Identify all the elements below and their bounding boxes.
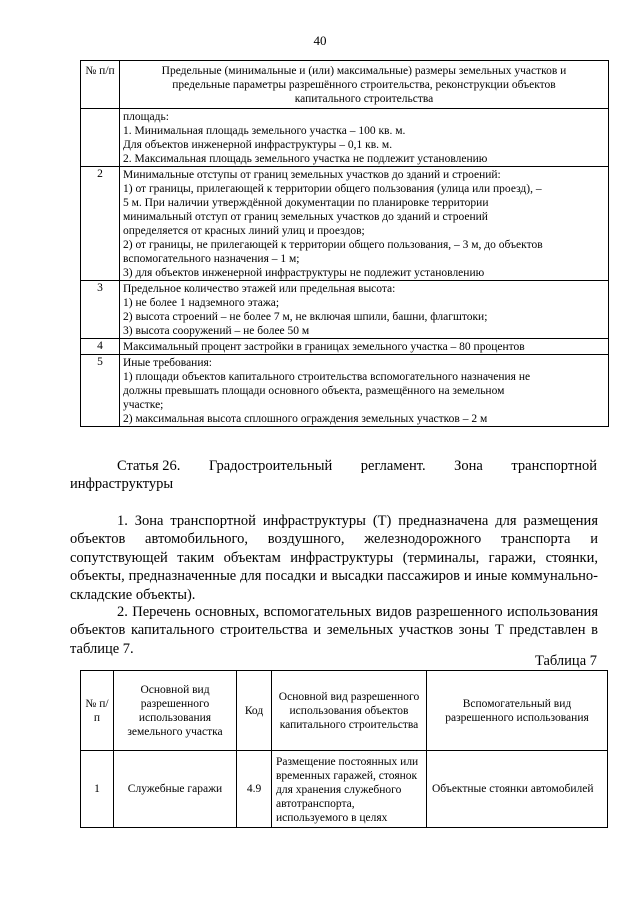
article-word: регламент. [360, 458, 426, 474]
parameters-table [80, 60, 609, 427]
article-heading [70, 457, 597, 493]
row-line: 1. Минимальная площадь земельного участка – 100 кв. м. [123, 125, 406, 137]
table-row [81, 339, 609, 355]
row-line: 2) высота строений – не более 7 м, не включая шпили, башни, флагштоки; [123, 311, 488, 323]
header-code: Код [237, 671, 272, 751]
row-num: 1 [81, 751, 114, 828]
row-line: вспомогательного назначения – 1 м; [123, 253, 300, 265]
header-main-land: Основной вид разрешенного использования земельного участка [114, 671, 237, 751]
row-line: 2) от границы, не прилегающей к территории общего пользования, – 3 м, до объектов [123, 239, 543, 251]
paragraph-2-text: 2. Перечень основных, вспомогательных видов разрешенного использования объектов капитального строительства и земельных участков зоны Т представлен в таблице 7. [70, 604, 598, 657]
land-use-table [80, 670, 608, 828]
table-header-row [81, 61, 609, 109]
row-line: 1) не более 1 надземного этажа; [123, 297, 280, 309]
article-word: Градостроительный [208, 458, 333, 474]
article-word: транспортной [511, 458, 597, 474]
header-num: № п/п [81, 61, 120, 109]
table-row [81, 355, 609, 427]
row-line: минимальный отступ от границ земельных участков до зданий и строений [123, 211, 488, 223]
header-title-line: Предельные (минимальные и (или) максимальные) размеры земельных участков и [161, 65, 567, 77]
article-word: Зона [454, 458, 483, 474]
table-header-row [81, 671, 608, 751]
row-line: 3) для объектов инженерной инфраструктуры не подлежит установлению [123, 267, 485, 279]
page-number: 40 [313, 33, 327, 48]
row-line: 1) от границы, прилегающей к территории общего пользования (улица или проезд), – [123, 183, 542, 195]
paragraph [70, 603, 598, 658]
header-title [120, 61, 609, 109]
paragraph [70, 512, 598, 604]
row-text [120, 339, 609, 355]
row-main-object: Размещение постоянных или временных гаражей, стоянок для хранения служебного автотранспорта, используемого в целях [272, 751, 427, 828]
article-line2: инфраструктуры [70, 476, 174, 492]
row-line: 5 м. При наличии утверждённой документации по планировке территории [123, 197, 489, 209]
row-line: Минимальные отступы от границ земельных участков до зданий и строений: [123, 169, 501, 181]
row-line: должны превышать площади основного объекта, размещённого на земельном [123, 385, 505, 397]
table-row [81, 109, 609, 167]
row-num [81, 109, 120, 167]
row-text [120, 109, 609, 167]
row-line: 3) высота сооружений – не более 50 м [123, 325, 310, 337]
paragraph-1-text: 1. Зона транспортной инфраструктуры (Т) предназначена для размещения объектов автомобильного, воздушного, железнодорожного транспорта и сопутствующей таким объектам инфраструктуры (терминалы, гаражи, стоянки, объекты, предназначенные для посадки и высадки пассажиров и иные коммунально-складские объекты). [70, 513, 598, 603]
row-text [120, 355, 609, 427]
row-line: 2. Максимальная площадь земельного участка не подлежит установлению [123, 153, 488, 165]
row-code: 4.9 [237, 751, 272, 828]
row-line: определяется от красных линий улиц и проездов; [123, 225, 365, 237]
row-num: 5 [81, 355, 120, 427]
row-line: 2) максимальная высота сплошного ограждения земельных участков – 2 м [123, 413, 488, 425]
table-caption: Таблица 7 [534, 653, 597, 669]
header-title-line: капитального строительства [294, 93, 434, 105]
row-num: 3 [81, 281, 120, 339]
header-title-line: предельные параметры разрешённого строительства, реконструкции объектов [172, 79, 556, 91]
row-num: 2 [81, 167, 120, 281]
row-main-land: Служебные гаражи [114, 751, 237, 828]
header-main-object: Основной вид разрешенного использования объектов капитального строительства [272, 671, 427, 751]
table-row [81, 167, 609, 281]
table-row [81, 281, 609, 339]
row-text [120, 167, 609, 281]
article-label: Статья 26. [117, 458, 181, 474]
row-line: Максимальный процент застройки в границах земельного участка – 80 процентов [123, 341, 525, 353]
row-line: площадь: [123, 111, 169, 123]
header-aux: Вспомогательный вид разрешенного использования [427, 671, 608, 751]
row-line: Иные требования: [123, 357, 212, 369]
table-row [81, 751, 608, 828]
row-aux: Объектные стоянки автомобилей [427, 751, 608, 828]
row-line: Предельное количество этажей или предельная высота: [123, 283, 396, 295]
row-num: 4 [81, 339, 120, 355]
row-line: 1) площади объектов капитального строительства вспомогательного назначения не [123, 371, 531, 383]
row-text [120, 281, 609, 339]
row-line: участке; [123, 399, 164, 411]
header-num: № п/п [81, 671, 114, 751]
row-line: Для объектов инженерной инфраструктуры – 0,1 кв. м. [123, 139, 393, 151]
